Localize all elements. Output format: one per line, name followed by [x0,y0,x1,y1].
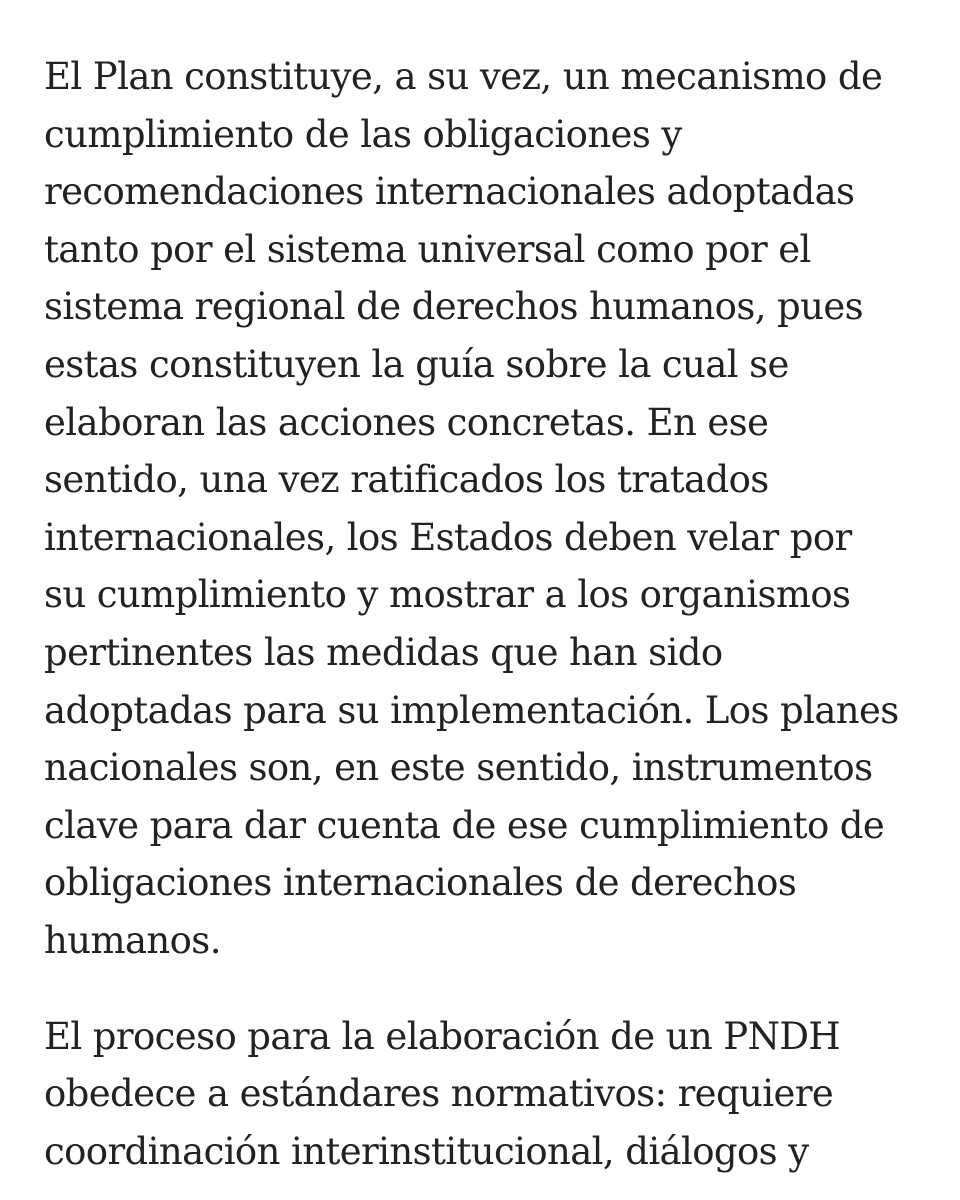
article-body [44,48,924,1180]
text-line: sentido, una vez ratificados los tratados [44,458,769,502]
text-line: tanto por el sistema universal como por el [44,227,811,271]
text-line: humanos. [44,918,221,962]
text-line: cumplimiento de las obligaciones y [44,112,682,156]
text-line: clave para dar cuenta de ese cumplimiento de [44,803,885,847]
text-line: sistema regional de derechos humanos, pues [44,285,864,329]
text-line: El Plan constituye, a su vez, un mecanismo de [44,55,883,98]
text-line: pertinentes las medidas que han sido [44,630,723,674]
text-line: El proceso para la elaboración de un PNDH [44,1014,841,1058]
text-line: recomendaciones internacionales adoptadas [44,170,855,214]
text-line: coordinación interinstitucional, diálogos y [44,1129,809,1173]
text-line: nacionales son, en este sentido, instrumentos [44,746,873,790]
paragraph-plan-mechanism [44,48,924,970]
text-line: elaboran las acciones concretas. En ese [44,400,769,444]
text-line: estas constituyen la guía sobre la cual se [44,342,789,386]
text-line: obligaciones internacionales de derechos [44,861,797,905]
text-line: adoptadas para su implementación. Los planes [44,688,899,732]
text-line: internacionales, los Estados deben velar por [44,515,852,559]
text-line: su cumplimiento y mostrar a los organismos [44,573,851,617]
paragraph-pndh-process [44,1008,924,1181]
text-line: obedece a estándares normativos: requiere [44,1072,834,1116]
